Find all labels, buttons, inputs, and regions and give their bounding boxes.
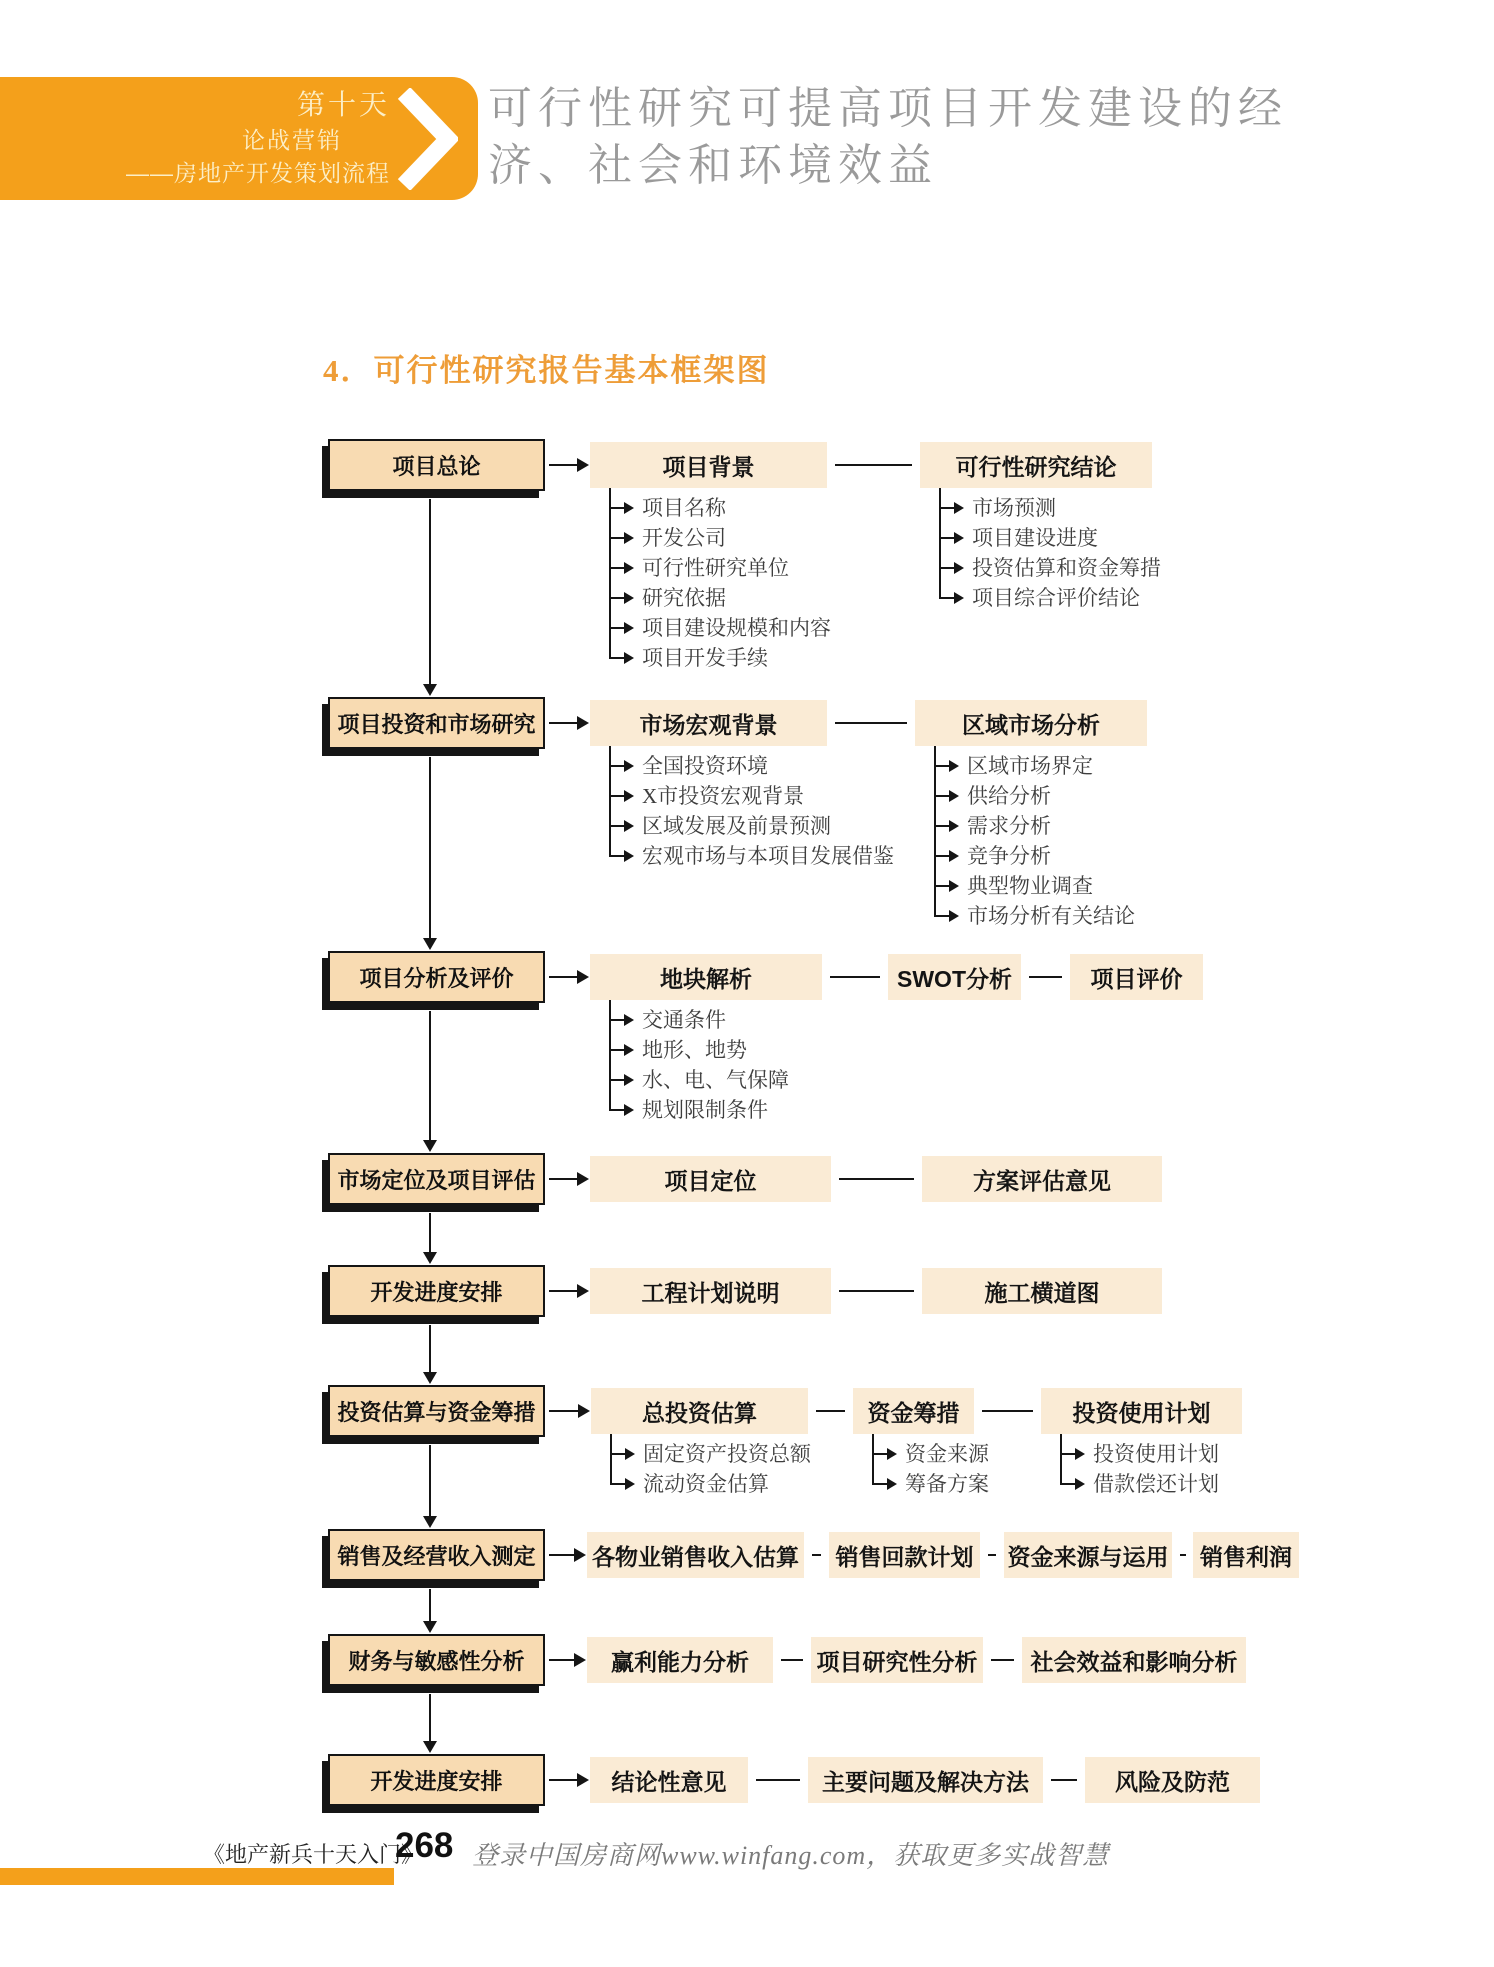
sub-item-label: 交通条件 (642, 1008, 726, 1032)
arrow-right-icon (949, 880, 959, 892)
arrow-right-icon (949, 910, 959, 922)
sub-item-label: 流动资金估算 (643, 1472, 769, 1496)
sub-item-label: 开发公司 (642, 526, 726, 550)
sub-item-label: 区域市场界定 (967, 754, 1093, 778)
arrow-down-icon (423, 1372, 437, 1384)
flow-down-line (429, 1213, 431, 1253)
header-subtopic: ——房地产开发策划流程 (126, 160, 390, 186)
flow-down-line (429, 1445, 431, 1517)
flow-node-box: 项目定位 (590, 1156, 831, 1202)
sub-item-label: 全国投资环境 (642, 754, 768, 778)
branch-arrow-line (940, 597, 954, 599)
connector-line (816, 1410, 845, 1412)
arrow-right-icon (954, 592, 964, 604)
connector-arrow-line (549, 464, 578, 466)
connector-line (1029, 976, 1062, 978)
footer-tagline: 登录中国房商网www.winfang.com，获取更多实战智慧 (472, 1841, 1110, 1870)
flow-node-box: 工程计划说明 (590, 1268, 831, 1314)
main-topic-box: 财务与敏感性分析 (328, 1634, 545, 1686)
flow-node-box: 投资使用计划 (1041, 1388, 1242, 1434)
arrow-right-icon (887, 1478, 897, 1490)
page-title-line2: 济、社会和环境效益 (488, 141, 938, 190)
branch-arrow-line (873, 1483, 887, 1485)
main-topic-box: 项目投资和市场研究 (328, 697, 545, 749)
main-topic-box: 开发进度安排 (328, 1754, 545, 1806)
branch-arrow-line (935, 825, 949, 827)
sub-item-label: 供给分析 (967, 784, 1051, 808)
flow-node-box: 主要问题及解决方法 (808, 1757, 1043, 1803)
arrow-right-icon (949, 820, 959, 832)
flow-down-line (429, 1325, 431, 1373)
arrow-right-icon (1075, 1448, 1085, 1460)
branch-arrow-line (1061, 1483, 1075, 1485)
sub-item-label: 固定资产投资总额 (643, 1442, 811, 1466)
branch-arrow-line (610, 1079, 624, 1081)
sub-item-label: 竞争分析 (967, 844, 1051, 868)
arrow-right-icon (577, 970, 589, 984)
flow-node-box: 地块解析 (590, 954, 822, 1000)
arrow-right-icon (577, 1773, 589, 1787)
flow-node-box: 资金来源与运用 (1004, 1532, 1172, 1578)
arrow-right-icon (624, 502, 634, 514)
branch-arrow-line (610, 657, 624, 659)
connector-arrow-line (549, 1554, 575, 1556)
branch-arrow-line (1061, 1453, 1075, 1455)
arrow-right-icon (624, 1104, 634, 1116)
main-topic-box: 项目总论 (328, 439, 545, 491)
arrow-right-icon (624, 532, 634, 544)
arrow-right-icon (625, 1448, 635, 1460)
main-topic-box: 市场定位及项目评估 (328, 1153, 545, 1205)
connector-line (812, 1554, 821, 1556)
flow-down-line (429, 1589, 431, 1622)
sub-item-label: 研究依据 (642, 586, 726, 610)
arrow-down-icon (423, 1741, 437, 1753)
arrow-down-icon (423, 1516, 437, 1528)
arrow-right-icon (624, 592, 634, 604)
branch-arrow-line (935, 885, 949, 887)
flow-down-line (429, 757, 431, 939)
connector-arrow-line (549, 722, 578, 724)
sub-item-label: 需求分析 (967, 814, 1051, 838)
sub-item-label: X市投资宏观背景 (642, 784, 805, 808)
flow-node-box: 赢利能力分析 (587, 1637, 773, 1683)
flow-node-box: 施工横道图 (922, 1268, 1162, 1314)
sub-item-label: 项目建设规模和内容 (642, 616, 831, 640)
branch-arrow-line (611, 1453, 625, 1455)
main-topic-box: 投资估算与资金筹措 (328, 1385, 545, 1437)
connector-line (830, 976, 880, 978)
arrow-right-icon (624, 652, 634, 664)
flow-node-box: 销售回款计划 (829, 1532, 980, 1578)
flow-node-box: 可行性研究结论 (920, 442, 1152, 488)
connector-arrow-line (549, 976, 578, 978)
arrow-down-icon (423, 1252, 437, 1264)
arrow-down-icon (423, 1621, 437, 1633)
arrow-right-icon (624, 1074, 634, 1086)
connector-arrow-line (549, 1290, 578, 1292)
connector-line (839, 1178, 914, 1180)
branch-arrow-line (935, 765, 949, 767)
branch-line (609, 1000, 611, 1111)
branch-arrow-line (935, 855, 949, 857)
sub-item-label: 区域发展及前景预测 (642, 814, 831, 838)
sub-item-label: 可行性研究单位 (642, 556, 789, 580)
flow-down-line (429, 499, 431, 685)
connector-line (982, 1410, 1033, 1412)
connector-line (988, 1554, 996, 1556)
connector-line (835, 722, 907, 724)
arrow-right-icon (577, 716, 589, 730)
branch-arrow-line (610, 507, 624, 509)
branch-line (939, 488, 941, 599)
sub-item-label: 项目名称 (642, 496, 726, 520)
sub-item-label: 项目建设进度 (972, 526, 1098, 550)
branch-arrow-line (935, 915, 949, 917)
sub-item-label: 规划限制条件 (642, 1098, 768, 1122)
arrow-right-icon (624, 562, 634, 574)
flow-node-box: 区域市场分析 (915, 700, 1147, 746)
branch-arrow-line (610, 1109, 624, 1111)
arrow-right-icon (578, 1404, 590, 1418)
arrow-right-icon (954, 562, 964, 574)
connector-arrow-line (549, 1410, 579, 1412)
sub-item-label: 项目综合评价结论 (972, 586, 1140, 610)
sub-item-label: 市场分析有关结论 (967, 904, 1135, 928)
sub-item-label: 项目开发手续 (642, 646, 768, 670)
connector-arrow-line (549, 1178, 578, 1180)
arrow-down-icon (423, 1140, 437, 1152)
connector-line (756, 1779, 800, 1781)
sub-item-label: 典型物业调查 (967, 874, 1093, 898)
arrow-right-icon (949, 790, 959, 802)
header-day: 第十天 (296, 89, 390, 120)
branch-line (1060, 1434, 1062, 1485)
main-topic-box: 销售及经营收入测定 (328, 1529, 545, 1581)
sub-item-label: 筹备方案 (905, 1472, 989, 1496)
flow-node-box: 风险及防范 (1085, 1757, 1260, 1803)
branch-arrow-line (610, 1049, 624, 1051)
branch-arrow-line (935, 795, 949, 797)
sub-item-label: 宏观市场与本项目发展借鉴 (642, 844, 894, 868)
main-topic-box: 开发进度安排 (328, 1265, 545, 1317)
connector-line (1180, 1554, 1186, 1556)
flow-node-box: 方案评估意见 (922, 1156, 1162, 1202)
connector-line (991, 1659, 1014, 1661)
branch-arrow-line (610, 765, 624, 767)
branch-arrow-line (940, 507, 954, 509)
connector-arrow-line (549, 1779, 578, 1781)
arrow-right-icon (624, 622, 634, 634)
branch-arrow-line (610, 855, 624, 857)
arrow-right-icon (625, 1478, 635, 1490)
branch-arrow-line (610, 597, 624, 599)
branch-arrow-line (611, 1483, 625, 1485)
arrow-right-icon (624, 1044, 634, 1056)
page-title-line1: 可行性研究可提高项目开发建设的经 (488, 84, 1288, 133)
section-title: 4．可行性研究报告基本框架图 (323, 353, 770, 388)
flow-down-line (429, 1011, 431, 1141)
arrow-right-icon (577, 1284, 589, 1298)
arrow-down-icon (423, 938, 437, 950)
flow-node-box: SWOT分析 (888, 954, 1021, 1000)
arrow-right-icon (954, 532, 964, 544)
connector-line (839, 1290, 914, 1292)
branch-arrow-line (940, 567, 954, 569)
connector-line (835, 464, 912, 466)
flow-node-box: 总投资估算 (591, 1388, 808, 1434)
arrow-right-icon (624, 790, 634, 802)
branch-arrow-line (873, 1453, 887, 1455)
sub-item-label: 地形、地势 (642, 1038, 747, 1062)
branch-arrow-line (610, 537, 624, 539)
flow-node-box: 市场宏观背景 (590, 700, 827, 746)
arrow-right-icon (949, 850, 959, 862)
sub-item-label: 市场预测 (972, 496, 1056, 520)
flow-node-box: 各物业销售收入估算 (587, 1532, 804, 1578)
main-topic-box: 项目分析及评价 (328, 951, 545, 1003)
branch-arrow-line (940, 537, 954, 539)
arrow-right-icon (1075, 1478, 1085, 1490)
branch-arrow-line (610, 1019, 624, 1021)
arrow-down-icon (423, 684, 437, 696)
arrow-right-icon (954, 502, 964, 514)
connector-arrow-line (549, 1659, 575, 1661)
flow-node-box: 资金筹措 (853, 1388, 974, 1434)
arrow-right-icon (887, 1448, 897, 1460)
branch-arrow-line (610, 627, 624, 629)
branch-line (609, 746, 611, 857)
sub-item-label: 资金来源 (905, 1442, 989, 1466)
arrow-right-icon (574, 1548, 586, 1562)
flow-node-box: 项目评价 (1070, 954, 1203, 1000)
flow-node-box: 社会效益和影响分析 (1022, 1637, 1246, 1683)
branch-arrow-line (610, 567, 624, 569)
branch-line (609, 488, 611, 659)
flow-node-box: 项目研究性分析 (811, 1637, 983, 1683)
header-topic: 论战营销 (242, 127, 342, 153)
footer-orange-bar (0, 1868, 394, 1885)
footer-page-number: 268 (395, 1826, 454, 1865)
arrow-right-icon (577, 1172, 589, 1186)
sub-item-label: 借款偿还计划 (1093, 1472, 1219, 1496)
sub-item-label: 水、电、气保障 (642, 1068, 789, 1092)
arrow-right-icon (624, 760, 634, 772)
flow-down-line (429, 1694, 431, 1742)
sub-item-label: 投资估算和资金筹措 (972, 556, 1161, 580)
sub-item-label: 投资使用计划 (1093, 1442, 1219, 1466)
branch-line (872, 1434, 874, 1485)
branch-arrow-line (610, 825, 624, 827)
branch-line (610, 1434, 612, 1485)
arrow-right-icon (577, 458, 589, 472)
arrow-right-icon (574, 1653, 586, 1667)
arrow-right-icon (949, 760, 959, 772)
arrow-right-icon (624, 820, 634, 832)
branch-line (934, 746, 936, 917)
arrow-right-icon (624, 850, 634, 862)
arrow-right-icon (624, 1014, 634, 1026)
flow-node-box: 销售利润 (1193, 1532, 1299, 1578)
flow-node-box: 项目背景 (590, 442, 827, 488)
connector-line (1051, 1779, 1077, 1781)
connector-line (781, 1659, 803, 1661)
branch-arrow-line (610, 795, 624, 797)
flow-node-box: 结论性意见 (590, 1757, 748, 1803)
footer-book-title: 《地产新兵十天入门》 (203, 1842, 424, 1867)
